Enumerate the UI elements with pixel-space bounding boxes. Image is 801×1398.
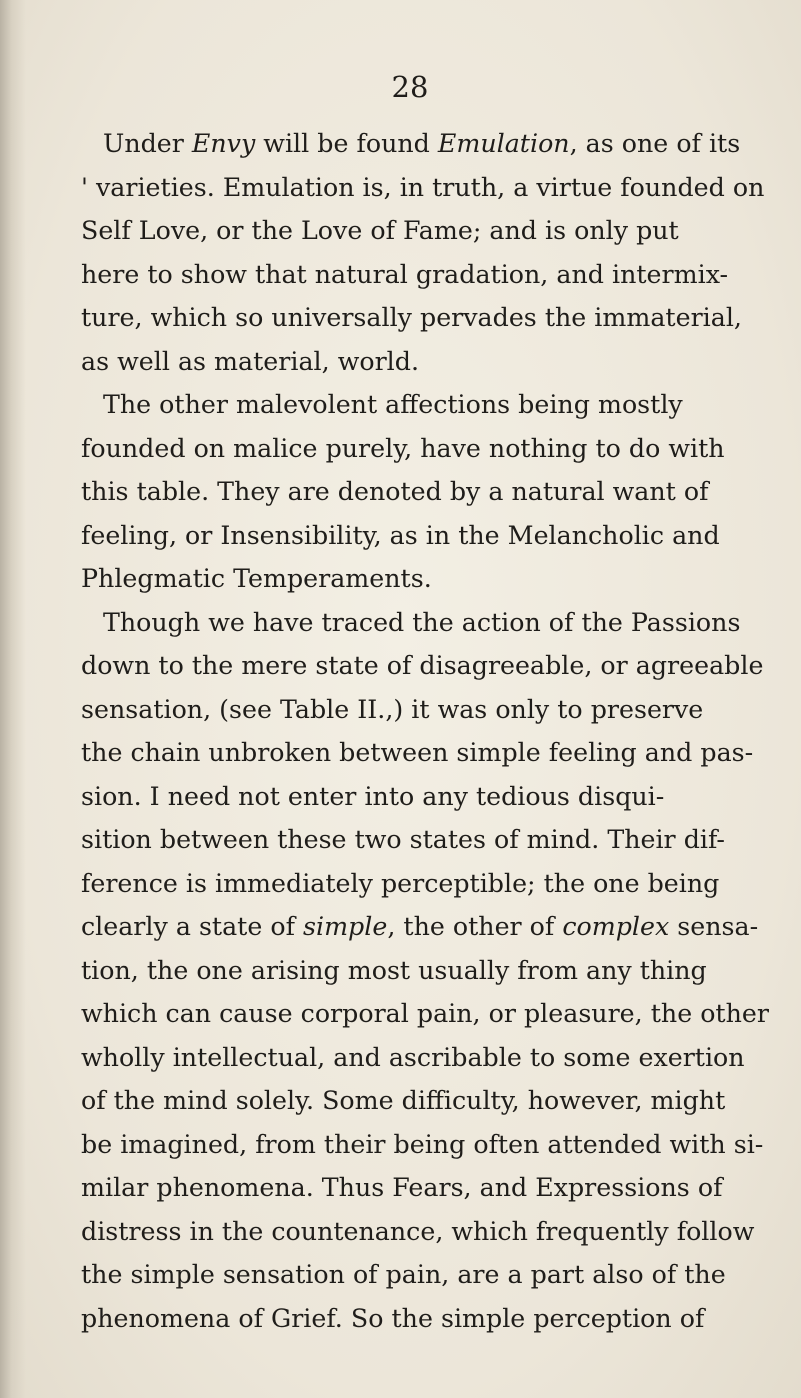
text-line: Though we have traced the action of the Passions bbox=[103, 607, 741, 637]
italic-term-emulation: Emulation bbox=[437, 129, 570, 158]
page-gutter-shadow bbox=[0, 0, 26, 1398]
text-line: sion. I need not enter into any tedious disqui- bbox=[81, 781, 665, 811]
text-line: wholly intellectual, and ascribable to some exertion bbox=[81, 1042, 745, 1072]
body-text bbox=[81, 122, 801, 1340]
text-run: clearly a state of bbox=[81, 912, 303, 941]
text-run: Under bbox=[103, 129, 192, 158]
italic-term-envy: Envy bbox=[191, 129, 256, 158]
text-line: distress in the countenance, which frequently follow bbox=[81, 1216, 755, 1246]
text-line: be imagined, from their being often attended with si- bbox=[81, 1129, 764, 1159]
text-line: this table. They are denoted by a natural want of bbox=[81, 477, 709, 506]
text-run: sensa- bbox=[669, 912, 759, 941]
text-line: ture, which so universally pervades the immaterial, bbox=[81, 303, 742, 332]
text-line: phenomena of Grief. So the simple perception of bbox=[81, 1303, 705, 1333]
text-line: Self Love, or the Love of Fame; and is only put bbox=[81, 216, 679, 245]
italic-term-simple: simple bbox=[303, 912, 388, 941]
text-line: milar phenomena. Thus Fears, and Expressions of bbox=[81, 1173, 723, 1202]
text-run: , as one of its bbox=[569, 129, 741, 158]
text-line: of the mind solely. Some difficulty, however, might bbox=[81, 1086, 726, 1115]
text-line: which can cause corporal pain, or pleasure, the other bbox=[81, 999, 769, 1028]
text-run: will be found bbox=[255, 129, 438, 158]
text-line: sition between these two states of mind. Their dif- bbox=[81, 825, 725, 854]
text-line: feeling, or Insensibility, as in the Melancholic and bbox=[81, 520, 720, 550]
text-line bbox=[81, 122, 801, 166]
text-line: the simple sensation of pain, are a part also of the bbox=[81, 1260, 726, 1289]
text-line: founded on malice purely, have nothing to do with bbox=[81, 433, 725, 463]
text-line: as well as material, world. bbox=[81, 346, 420, 376]
text-line: here to show that natural gradation, and intermix- bbox=[81, 259, 729, 289]
text-line: the chain unbroken between simple feeling and pas- bbox=[81, 738, 754, 767]
text-line: ference is immediately perceptible; the one being bbox=[81, 868, 720, 898]
italic-term-complex: complex bbox=[562, 912, 670, 941]
text-line: ' varieties. Emulation is, in truth, a virtue founded on bbox=[81, 172, 765, 202]
text-line: The other malevolent affections being mostly bbox=[103, 390, 683, 419]
text-run: , the other of bbox=[387, 912, 563, 941]
text-line: sensation, (see Table II.,) it was only to preserve bbox=[81, 694, 704, 724]
text-line: down to the mere state of disagreeable, or agreeable bbox=[81, 651, 764, 680]
text-line: Phlegmatic Temperaments. bbox=[81, 564, 432, 593]
text-line: tion, the one arising most usually from any thing bbox=[81, 955, 707, 985]
page-number: 28 bbox=[391, 70, 429, 104]
text-line bbox=[81, 905, 801, 949]
